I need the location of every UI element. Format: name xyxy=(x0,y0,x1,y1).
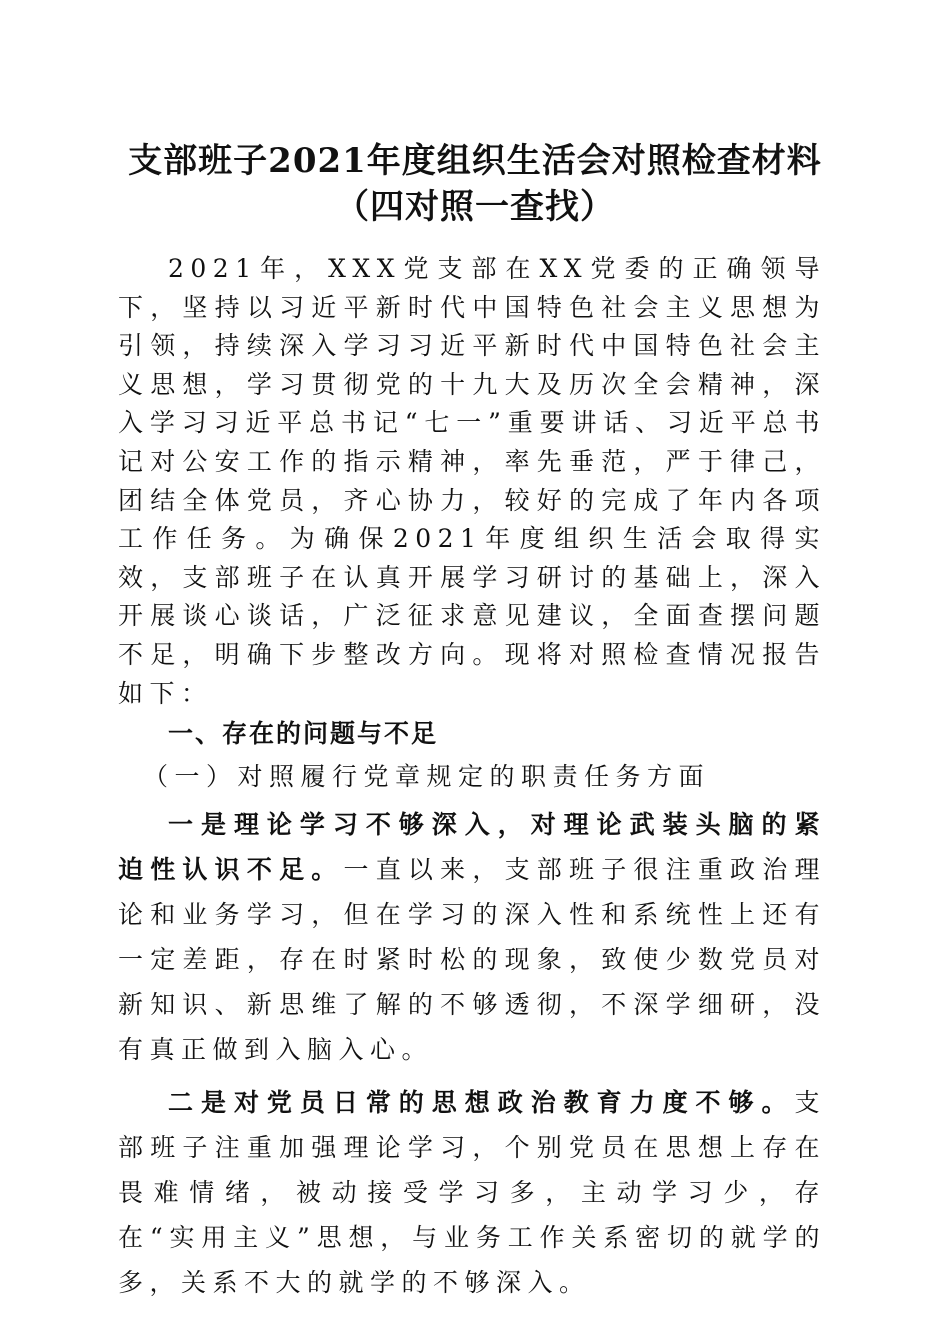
title-line-2: （四对照一查找） xyxy=(335,187,615,227)
subsection-heading: （一）对照履行党章规定的职责任务方面 xyxy=(143,761,711,791)
document-body xyxy=(118,250,826,1305)
point-2-body: 支部班子注重加强理论学习，个别党员在思想上存在畏难情绪，被动接受学习多，主动学习少，存在“实用主义”思想，与业务工作关系密切的就学的多，关系不大的就学的不够深入。 xyxy=(118,1088,826,1298)
title-line-1: 支部班子2021年度组织生活会对照检查材料 xyxy=(128,141,822,181)
point-2-lead: 二是对党员日常的思想政治教育力度不够。 xyxy=(168,1088,795,1118)
point-1-lead: 一是理论学习不够深入，对理论武装头脑的紧迫性认识不足。 xyxy=(118,810,826,885)
section-heading: 一、存在的问题与不足 xyxy=(168,719,439,749)
point-1-body: 一直以来，支部班子很注重政治理论和业务学习，但在学习的深入性和系统性上还有一定差距，存在时紧时松的现象，致使少数党员对新知识、新思维了解的不够透彻，不深学细研，没有真正做到入脑入心。 xyxy=(118,855,826,1065)
point-2-paragraph xyxy=(118,1080,826,1305)
intro-paragraph: 2021年，XXX党支部在XX党委的正确领导下，坚持以习近平新时代中国特色社会主义思想为引领，持续深入学习习近平新时代中国特色社会主义思想，学习贯彻党的十九大及历次全会精神，深入学习习近平总书记“七一”重要讲话、习近平总书记对公安工作的指示精神，率先垂范，严于律己，团结全体党员，齐心协力，较好的完成了年内各项工作任务。为确保2021年度组织生活会取得实效，支部班子在认真开展学习研讨的基础上，深入开展谈心谈话，广泛征求意见建议，全面查摆问题不足，明确下步整改方向。现将对照检查情况报告如下： xyxy=(118,254,826,708)
point-1-paragraph xyxy=(118,802,826,1072)
document-title xyxy=(0,138,950,230)
